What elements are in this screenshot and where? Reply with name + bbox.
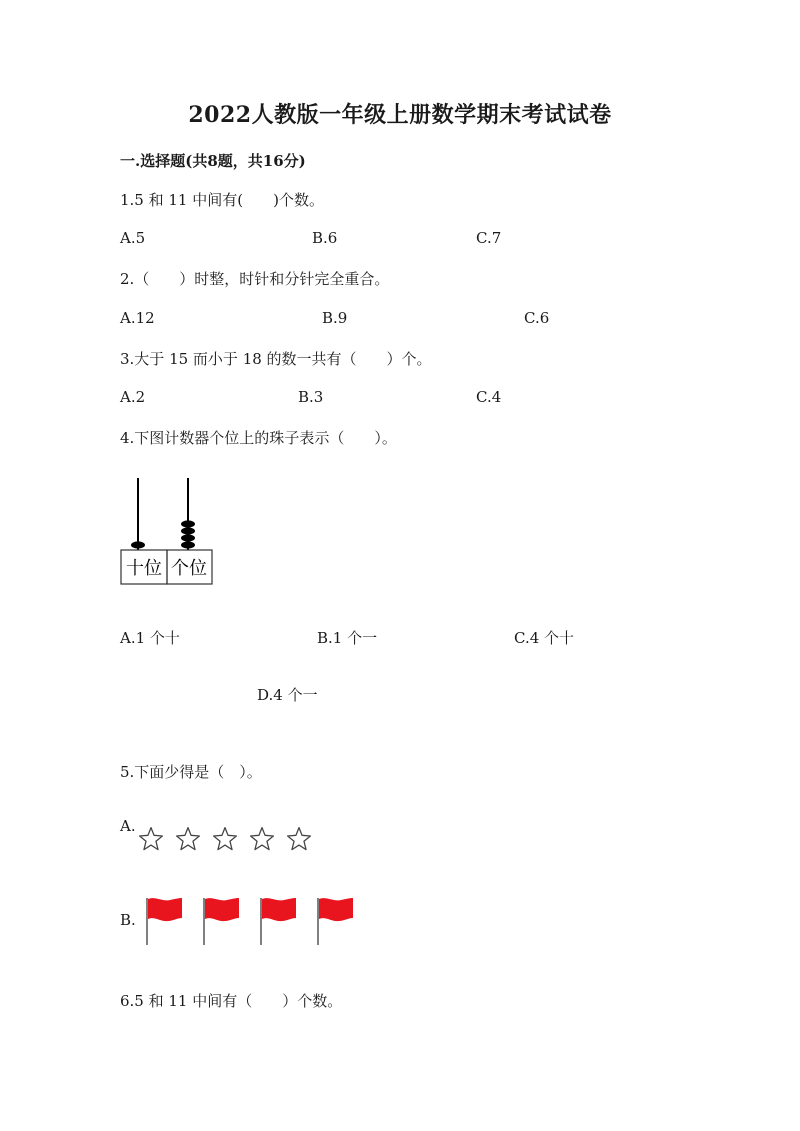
abacus-diagram (118, 478, 218, 588)
question-5-option-a: A. (120, 817, 136, 835)
tens-bead (131, 541, 145, 548)
star-outline-icon (249, 826, 275, 852)
question-1-option-b: B.6 (312, 229, 338, 247)
star-outline-icon (138, 826, 164, 852)
question-3-option-a: A.2 (120, 388, 146, 406)
question-2-option-c: C.6 (524, 309, 550, 327)
question-4-option-b: B.1 个一 (317, 629, 378, 647)
question-3-option-b: B.3 (298, 388, 324, 406)
ones-bead (181, 541, 195, 548)
flag-row (144, 896, 372, 946)
star-outline-icon (212, 826, 238, 852)
section-heading: 一.选择题(共8题，共16分) (120, 152, 306, 170)
question-5: 5.下面少得是（ ）。 (120, 763, 262, 781)
page-title: 2022人教版一年级上册数学期末考试试卷 (188, 102, 612, 128)
question-4-option-c: C.4 个十 (514, 629, 575, 647)
question-5-option-b: B. (120, 911, 136, 929)
question-2-option-b: B.9 (322, 309, 348, 327)
question-1-option-a: A.5 (120, 229, 146, 247)
ones-bead (181, 527, 195, 534)
question-1-option-c: C.7 (476, 229, 502, 247)
question-6: 6.5 和 11 中间有（ ）个数。 (120, 992, 343, 1010)
red-flag-icon (144, 896, 184, 946)
question-4: 4.下图计数器个位上的珠子表示（ ）。 (120, 429, 397, 447)
question-1: 1.5 和 11 中间有( )个数。 (120, 191, 324, 209)
star-outline-icon (175, 826, 201, 852)
star-outline-icon (286, 826, 312, 852)
red-flag-icon (315, 896, 355, 946)
red-flag-icon (201, 896, 241, 946)
question-4-option-a: A.1 个十 (120, 629, 180, 647)
question-2-option-a: A.12 (120, 309, 155, 327)
question-4-option-d: D.4 个一 (257, 686, 318, 704)
ones-bead (181, 520, 195, 527)
question-2: 2.（ ）时整，时针和分针完全重合。 (120, 270, 390, 288)
tens-label: 十位 (126, 558, 162, 579)
ones-bead (181, 534, 195, 541)
question-3-option-c: C.4 (476, 388, 502, 406)
red-flag-icon (258, 896, 298, 946)
ones-label: 个位 (171, 558, 207, 579)
question-3: 3.大于 15 而小于 18 的数一共有（ ）个。 (120, 350, 432, 368)
star-row (138, 826, 312, 852)
